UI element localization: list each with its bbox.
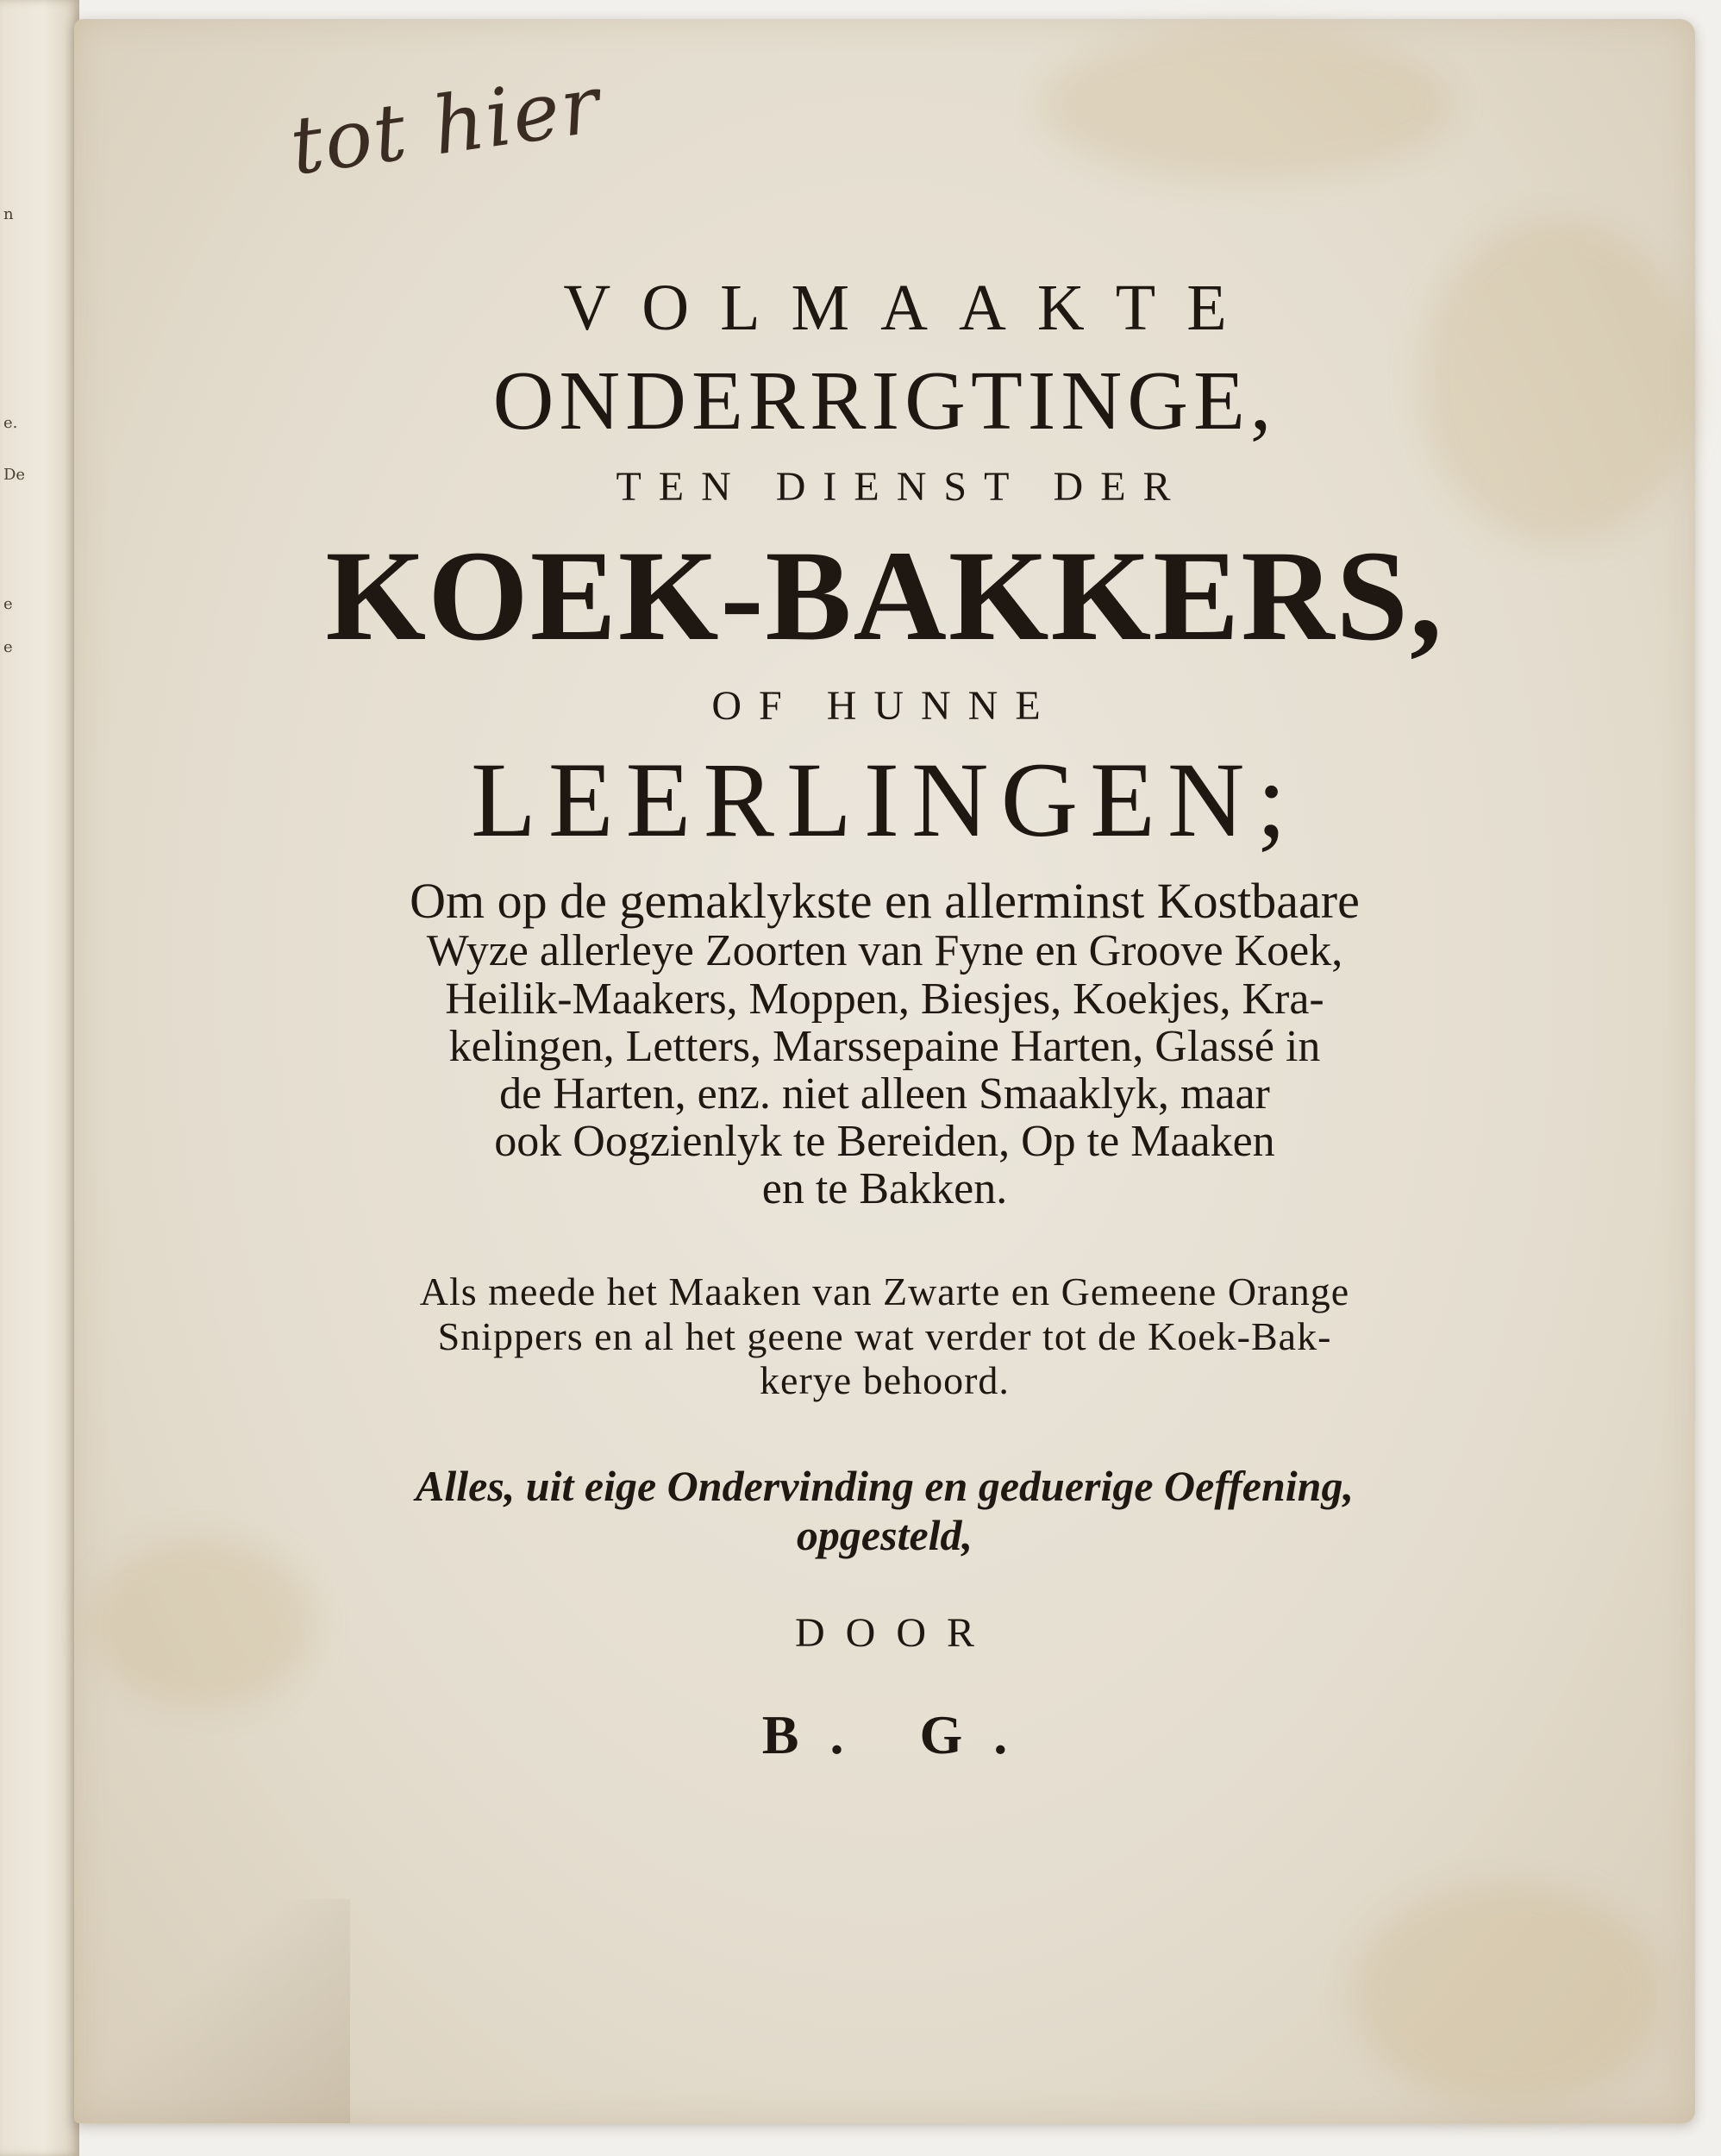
facing-page-edge [0,0,79,2156]
title-line-koek-bakkers: KOEK-BAKKERS, [325,523,1444,667]
description-line: en te Bakken. [761,1164,1008,1214]
by-label: DOOR [794,1609,995,1656]
author-initials: B. G. [761,1703,1039,1765]
handwritten-note: tot hier [285,58,607,193]
description-paragraph [74,874,1695,1213]
fragment-text: e [3,595,13,613]
source-paragraph [74,1462,1695,1561]
water-stain [1040,28,1454,183]
source-line: opgesteld, [796,1511,973,1560]
water-stain [1350,1882,1661,2106]
addition-paragraph [74,1269,1695,1403]
title-page [74,19,1695,2123]
fragment-text: e. [3,414,18,432]
title-line-volmaakte: VOLMAAKTE [563,272,1258,344]
fragment-text: De [3,466,26,484]
title-line-of-hunne: OF HUNNE [711,682,1058,729]
addition-line: kerye behoord. [760,1358,1010,1403]
title-line-onderrigtinge: ONDERRIGTINGE, [492,354,1277,448]
description-line: ook Oogzienlyk te Bereiden, Op te Maaken [494,1116,1275,1166]
facing-page-text-fragments [0,0,79,2156]
folded-corner [74,1899,350,2123]
addition-line: Snippers en al het geene wat verder tot de Koek-Bak- [437,1313,1332,1358]
source-line: Alles, uit eige Ondervinding en geduerige Oeffening, [416,1461,1354,1510]
description-line: kelingen, Letters, Marssepaine Harten, Glassé in [448,1021,1321,1071]
description-line: Om op de gemaklykste en allerminst Kostbaare [410,873,1360,930]
description-line: Wyze allerleye Zoorten van Fyne en Groove Koek, [426,926,1343,976]
title-line-leerlingen: LEERLINGEN; [471,741,1299,860]
description-line: de Harten, enz. niet alleen Smaaklyk, maar [499,1069,1270,1119]
fragment-text: n [3,205,14,223]
title-line-ten-dienst-der: TEN DIENST DER [616,463,1188,510]
fragment-text: e [3,638,13,656]
description-line: Heilik-Maakers, Moppen, Biesjes, Koekjes, Kra- [445,974,1324,1024]
addition-line: Als meede het Maaken van Zwarte en Gemeene Orange [419,1269,1350,1314]
title-text-block [74,269,1695,1767]
